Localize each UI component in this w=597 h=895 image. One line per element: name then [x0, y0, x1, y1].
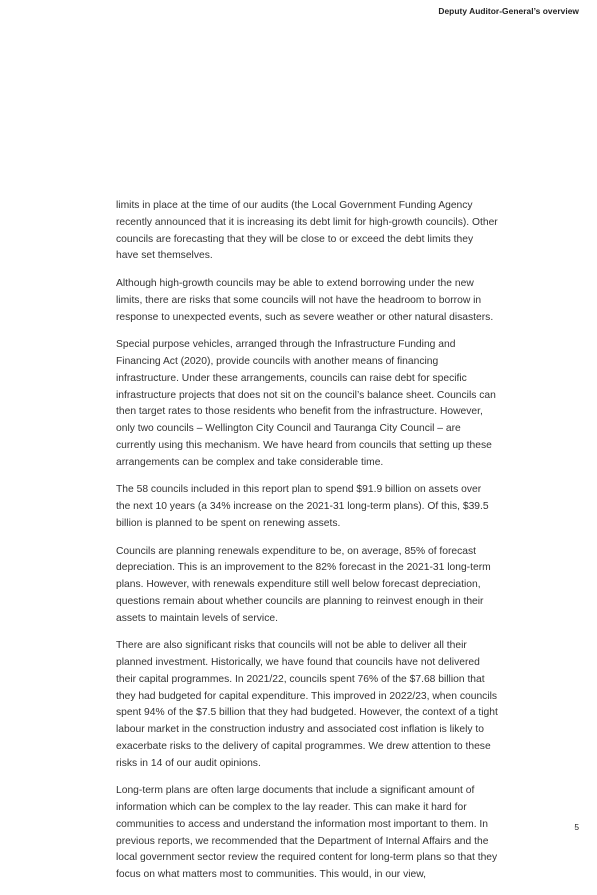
page-number: 5: [574, 822, 579, 832]
paragraph-asset-spending: The 58 councils included in this report plan to spend $91.9 billion on assets over the next 10 years (a 34% increase on the 2021-31 long-term plans). Of this, $39.5 billion is planned to be spent on renewing assets.: [116, 484, 489, 529]
header-band: [0, 0, 597, 4]
paragraph-debt-limits: limits in place at the time of our audits (the Local Government Funding Agency recently announced that it is increasing its debt limit for high-growth councils). Other councils are forecasting that they will be close to or exceed the debt limits they have set themselves.: [116, 200, 498, 262]
paragraph-long-term-plans: Long-term plans are often large documents that include a significant amount of information which can be complex to the lay reader. This can make it hard for communities to access and understand the information most important to them. In previous reports, we recommended that the Department of Internal Affairs and the local government sector review the required content for long-term plans so that they focus on what matters most to communities. This would, in our view,: [116, 785, 498, 880]
paragraph-renewals-expenditure: Councils are planning renewals expenditure to be, on average, 85% of forecast depreciation. This is an improvement to the 82% forecast in the 2021-31 long-term plans. However, with renewals expenditure still well below forecast depreciation, questions remain about whether councils are planning to reinvest enough in their assets to maintain levels of service.: [116, 545, 491, 624]
body-text: [116, 198, 498, 895]
running-head-title: Deputy Auditor-General’s overview: [438, 6, 579, 16]
paragraph-capital-delivery-risks: There are also significant risks that councils will not be able to deliver all their planned investment. Historically, we have found that councils have not delivered their capital programmes. In 2021/22, councils spent 76% of the $7.68 billion that they had budgeted for capital expenditure. This improved in 2022/23, when councils spent 94% of the $7.5 billion that they had budgeted. However, the context of a tight labour market in the construction industry and associated cost inflation is likely to exacerbate risks to the delivery of capital programmes. We drew attention to these risks in 14 of our audit opinions.: [116, 640, 498, 769]
paragraph-borrowing-headroom: Although high-growth councils may be able to extend borrowing under the new limits, there are risks that some councils will not have the headroom to borrow in response to unexpected events, such as severe weather or other natural disasters.: [116, 278, 494, 323]
paragraph-special-purpose-vehicles: Special purpose vehicles, arranged through the Infrastructure Funding and Financing Act (2020), provide councils with another means of financing infrastructure. Under these arrangements, councils can raise debt for specific infrastructure projects that does not sit on the council’s balance sheet. Councils can then target rates to those residents who benefit from the infrastructure. However, only two councils – Wellington City Council and Tauranga City Council – are currently using this mechanism. We have heard from councils that setting up these arrangements can be complex and take considerable time.: [116, 339, 496, 468]
